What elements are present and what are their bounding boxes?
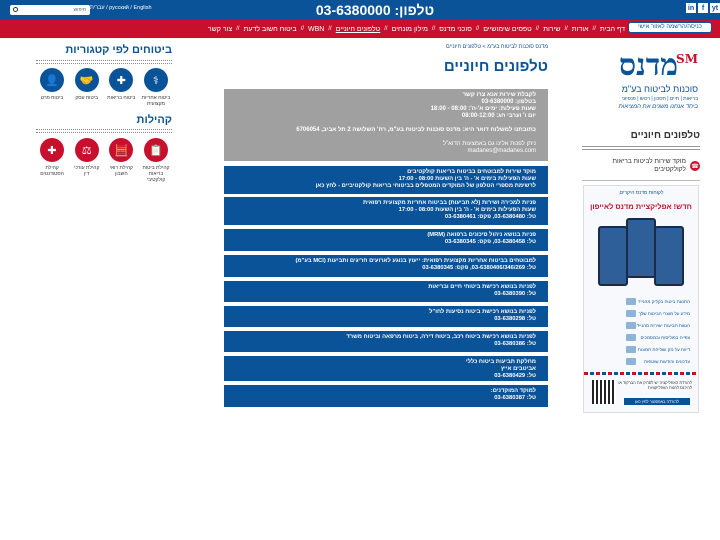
search-input[interactable] — [10, 5, 90, 15]
sidebar-icon-label: ביטוח עסק — [75, 95, 99, 101]
contact-line: טל: 03-6380406/346/269, פקס: 03-6380345 — [422, 264, 536, 271]
sidebar-icon-link[interactable] — [140, 138, 172, 183]
nav-item[interactable]: שירות — [543, 25, 561, 33]
sidebar-icon-link[interactable] — [71, 138, 103, 183]
sidebar-icon-label: קהילת הסטודנטים — [40, 165, 64, 177]
nav-separator: // — [592, 26, 596, 32]
header-phone: טלפון: 03-6380000 — [315, 2, 435, 18]
nav-item[interactable]: טלפונים חיוניים — [335, 25, 381, 33]
contact-line: שעות הפעילות בימים א' - ה' בין השעות 08:00 - 17:00 — [398, 206, 536, 213]
facebook-icon[interactable]: f — [698, 3, 708, 13]
page-title: טלפונים חיוניים — [443, 58, 548, 75]
contact-line: למוקד המוקדנים: — [490, 388, 536, 394]
sidebar-icon-link[interactable] — [140, 68, 172, 107]
contact-block — [224, 331, 548, 352]
nav-separator: // — [535, 26, 540, 32]
banner-feature: התנעת ביטוח בקליק מהנייד — [637, 299, 690, 304]
app-download-button[interactable]: להורדה באפסטור לחץ כאן — [624, 398, 690, 405]
logo-tagline: בריאות | חיים | חסכון | רכוש | פנסיוני — [621, 96, 698, 102]
nav-separator: // — [384, 26, 388, 32]
feature-icon — [626, 310, 636, 317]
nav-item[interactable]: אודות — [571, 25, 589, 33]
logo-name: מדנס — [618, 48, 678, 83]
person-icon: 👤 — [40, 68, 64, 92]
health-icon: ✚ — [109, 68, 133, 92]
nav-item[interactable]: ביטוח חשוב לדעת — [243, 25, 297, 33]
logo-motto: ביחד אנחנו משנים את המציאות — [618, 104, 698, 110]
divider — [36, 60, 172, 64]
feature-icon — [626, 298, 636, 305]
logo-subtitle: סוכנות לביטוח בע"מ — [621, 84, 698, 94]
banner-feature: הגשת תביעות ישירות מהנייד — [636, 323, 690, 328]
nav-separator: // — [328, 26, 332, 32]
info-line: יום ו' וערבי חג: 08:00-12:00 — [461, 113, 536, 119]
contact-line: לפניות בנושא רכישת ביטוחי חיים ובריאות — [428, 284, 536, 290]
contact-line: למבוטחים בביטוח אחריות מקצועית רפואית: ייעוץ בנוגע לארועים חריגים ותביעות (MCI בע"מ) — [295, 258, 536, 264]
search-icon[interactable] — [13, 7, 18, 12]
contact-line: לפניות בנושא רכישת ביטוח רכב, ביטוח דירה, ביטוח מרפאה וביטוח משרד — [346, 334, 536, 340]
sidebar-icon-label: ביטוח פרט — [40, 95, 64, 101]
sidebar-icon-link[interactable] — [36, 138, 68, 183]
info-line: לקבלת שירות אנא צרו קשר — [462, 92, 536, 98]
sidebar-icon-link[interactable] — [105, 68, 137, 107]
site-logo[interactable] — [592, 44, 702, 118]
banner-stripe — [584, 372, 698, 375]
qr-code-icon[interactable] — [592, 380, 616, 404]
contact-line: טל: 03-6380387 — [494, 394, 536, 401]
banner-feature: מידע על מוצרי הביטוח שלך — [638, 311, 690, 316]
sidebar-icon-label: קהילת ביטוח בריאות קולקטיבי — [142, 165, 170, 183]
document-icon: 📋 — [144, 138, 168, 162]
feature-icon — [626, 322, 636, 329]
nav-item[interactable]: סוכני מדנס — [439, 25, 472, 33]
nav-item[interactable]: WBN — [308, 25, 325, 33]
feature-icon — [626, 346, 636, 353]
linkedin-icon[interactable]: in — [687, 4, 695, 12]
phone-mockups-image — [598, 218, 684, 288]
nav-item[interactable]: טפסים שימושיים — [483, 25, 532, 33]
feature-icon — [626, 334, 636, 341]
sidebar-icon-label: ביטוח בריאות — [107, 95, 136, 101]
contact-block — [224, 255, 548, 277]
top-bar — [0, 0, 720, 20]
youtube-icon[interactable]: yt — [711, 4, 719, 12]
app-promo-banner[interactable] — [583, 185, 699, 413]
categories-title: ביטוחים לפי קטגוריות — [65, 44, 172, 56]
info-line: ניתן לפנות אלינו גם באמצעות הדוא"ל — [442, 141, 536, 147]
feature-icon — [626, 358, 636, 365]
social-links — [686, 3, 720, 13]
gavel-icon: ⚖ — [75, 138, 99, 162]
banner-feature: עדכונים והודעות שוטפות — [644, 359, 690, 364]
info-line — [236, 120, 536, 127]
right-sidebar-title: טלפונים חיוניים — [630, 130, 700, 141]
divider — [36, 129, 172, 133]
contact-block — [224, 166, 548, 194]
contact-block — [224, 281, 548, 302]
contact-line: אביטבים אייץ — [500, 365, 536, 372]
nav-items — [208, 20, 625, 38]
info-line: שעות פעילות: ימים א'-ה': 08:00 - 18:00 — [430, 106, 536, 112]
nav-separator: // — [236, 26, 240, 32]
contact-line: טל: 03-6380480, פקס: 03-6380461 — [444, 213, 536, 220]
search-placeholder: חיפוש — [73, 7, 86, 13]
info-line: בטלפון: 03-6380000 — [481, 99, 536, 105]
category-icons — [36, 68, 172, 107]
sidebar-icon-link[interactable] — [71, 68, 103, 107]
contact-line: לפניות בנושא רכישת ביטוח נסיעות לחו"ל — [429, 309, 536, 315]
contact-block — [224, 385, 548, 407]
contact-line: טל: 03-6380429 — [494, 372, 536, 379]
contact-block — [224, 229, 548, 251]
nav-item[interactable]: צור קשר — [207, 25, 233, 33]
calculator-icon: 🧮 — [109, 138, 133, 162]
medkit-icon: ✚ — [40, 138, 64, 162]
banner-feature: דיווח על נזק ושליחת תמונות — [637, 347, 690, 352]
sidebar-link-label: מוקד שירות לביטוח בריאות לקולקטיבים — [612, 158, 686, 173]
contact-block — [224, 356, 548, 381]
logo-mark: SM — [676, 52, 698, 66]
nav-separator: // — [431, 26, 436, 32]
qr-text: להורדת האפליקציה יש לסרוק את הברקוד או להיכנס לחנות האפליקציות — [618, 380, 692, 390]
contact-line: טל: 03-6380298 — [494, 315, 536, 322]
contact-line: מחלקת תביעות ביטוח כללי — [465, 359, 536, 365]
contact-line: שעות הפעילות בימים א' - ה' בין השעות 08:00 - 17:00 — [398, 175, 536, 182]
communities-title: קהילות — [136, 114, 172, 126]
contact-line: פניות למכירה ושירות (לא תביעות) בביטוח אחריות מקצועית רפואית — [363, 200, 536, 206]
breadcrumb[interactable]: מדנס סוכנות לביטוח בע"מ > טלפונים חיוניים — [446, 44, 548, 50]
banner-feature: צפייה בפוליסות ובמסמכים — [640, 335, 690, 340]
contact-line: טל: 03-6380386 — [494, 340, 536, 347]
doctor-icon: ⚕ — [144, 68, 168, 92]
main-nav — [0, 20, 720, 38]
info-line — [236, 134, 536, 141]
handshake-icon: 🤝 — [75, 68, 99, 92]
contact-block — [224, 306, 548, 327]
nav-separator: // — [475, 26, 480, 32]
community-icons — [36, 138, 172, 183]
phone-icon: ☎ — [690, 161, 700, 171]
banner-line1: לקוחות מדנס היקרים, — [618, 190, 664, 196]
sidebar-icon-link[interactable] — [105, 138, 137, 183]
sidebar-link-health-collective[interactable] — [582, 155, 700, 177]
sidebar-icon-label: קהילת עורכי דין — [73, 165, 100, 177]
language-switcher[interactable]: עברית / русский / English — [90, 5, 152, 11]
contact-line: טל: 03-6380390 — [494, 290, 536, 297]
contact-info-box — [224, 89, 548, 161]
sidebar-icon-link[interactable] — [36, 68, 68, 107]
contact-line: פניות בנושא ניהול סיכונים ברפואה (MRM) — [427, 232, 536, 238]
sidebar-icon-label: קהילת רואי חשבון — [109, 165, 133, 177]
sidebar-icon-label: ביטוח אחריות מקצועית — [141, 95, 171, 107]
nav-item[interactable]: דף הבית — [599, 25, 625, 33]
nav-separator: // — [564, 26, 568, 32]
contact-line: מוקד שירות למבוטחים בביטוח בריאות קולקטיבים — [407, 169, 536, 175]
divider — [582, 146, 700, 150]
divider — [582, 180, 700, 181]
banner-headline: חדש! אפליקציית מדנס לאייפון — [590, 202, 692, 211]
email-link[interactable]: madanes@madanes.com — [467, 148, 536, 154]
contact-line: טל: 03-6380458, פקס: 03-6380345 — [444, 238, 536, 245]
login-button[interactable]: כניסה/הרשמה לאזור אישי — [628, 22, 712, 33]
nav-item[interactable]: מילון מונחים — [391, 25, 428, 33]
contact-line: לרשימת מספרי הטלפון של המוקדים המטפלים בביטוחי בריאות קולקטיביים - לחץ כאן — [315, 182, 536, 189]
info-line: כתובתנו למשלוח דואר היא: מדנס סוכנות לביטוח בע"מ, רח' השלושה 2 תל אביב, 6706054 — [296, 127, 536, 133]
contact-block — [224, 197, 548, 225]
nav-separator: // — [300, 26, 305, 32]
